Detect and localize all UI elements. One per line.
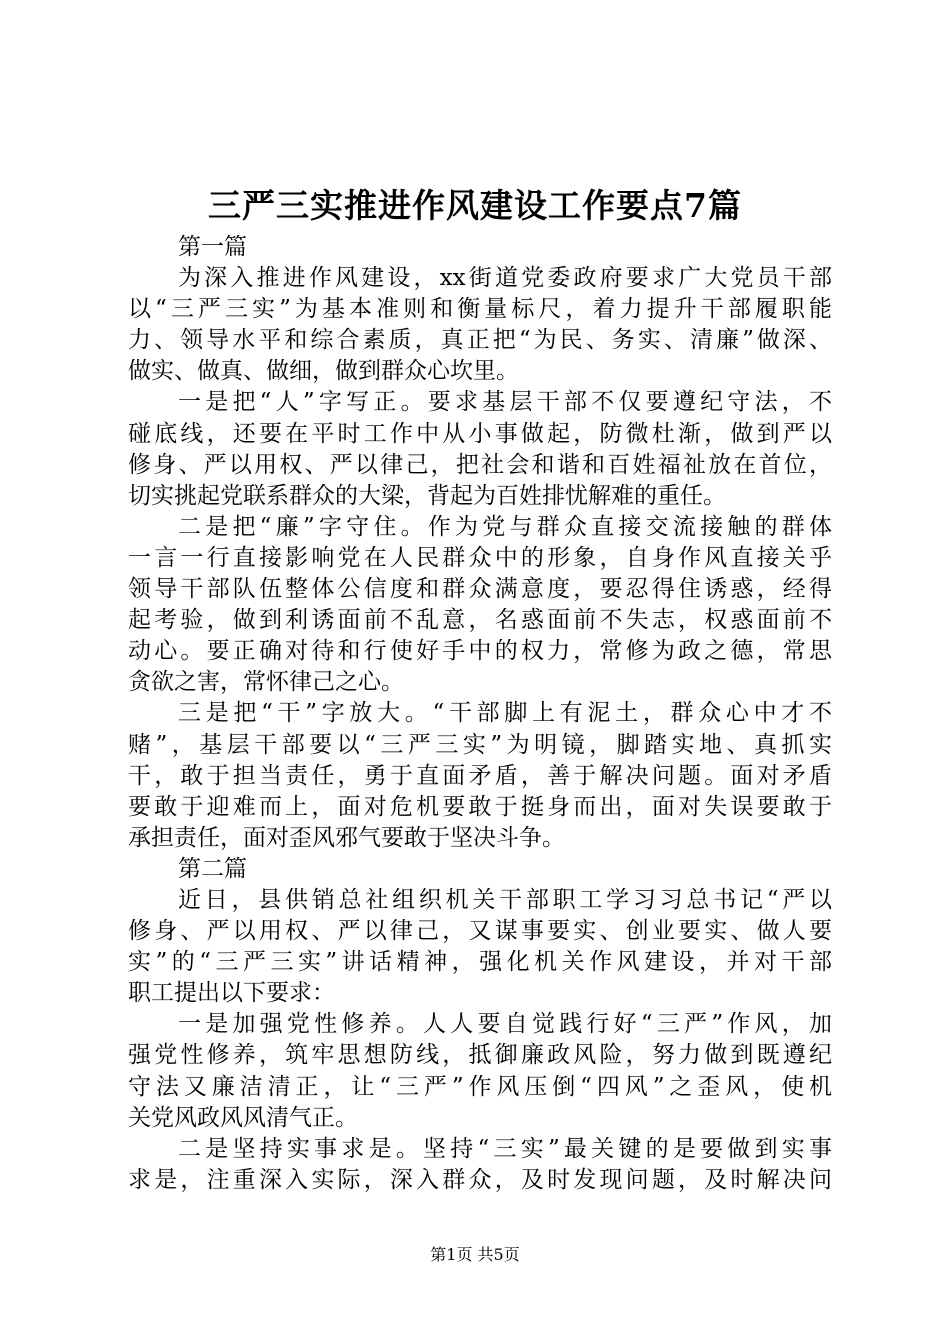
paragraph-line: 近日，县供销总社组织机关干部职工学习习总书记“严以 [178,886,832,913]
paragraph-line: 力、领导水平和综合素质，真正把“为民、务实、清廉”做深、 [128,327,832,354]
page-number-footer: 第1页 共5页 [430,1245,520,1264]
paragraph-line: 修身、严以用权、严以律己，又谋事要实、创业要实、做人要 [128,918,832,945]
paragraph-line: 修身、严以用权、严以律己，把社会和谐和百姓福祉放在首位， [128,451,832,478]
paragraph-line: 承担责任，面对歪风邪气要敢于坚决斗争。 [128,824,565,851]
paragraph-line: 动心。要正确对待和行使好手中的权力，常修为政之德，常思 [128,638,832,665]
paragraph-line: 赌”，基层干部要以“三严三实”为明镜，脚踏实地、真抓实 [128,731,832,758]
paragraph-line: 切实挑起党联系群众的大梁，背起为百姓排忧解难的重任。 [128,482,726,509]
paragraph-line: 为深入推进作风建设，xx街道党委政府要求广大党员干部 [178,265,832,292]
paragraph-line: 碰底线，还要在平时工作中从小事做起，防微杜渐，做到严以 [128,420,832,447]
paragraph-line: 职工提出以下要求： [128,980,335,1007]
paragraph-line: 一是把“人”字写正。要求基层干部不仅要遵纪守法，不 [178,389,832,416]
paragraph-line: 领导干部队伍整体公信度和群众满意度，要忍得住诱惑，经得 [128,576,832,603]
section-heading: 第一篇 [178,234,247,260]
paragraph-line: 贪欲之害，常怀律己之心。 [128,669,404,696]
paragraph-line: 关党风政风风清气正。 [128,1104,358,1131]
paragraph-line: 要敢于迎难而上，面对危机要敢于挺身而出，面对失误要敢于 [128,793,832,820]
section-heading: 第二篇 [178,855,247,882]
paragraph-line: 干，敢于担当责任，勇于直面矛盾，善于解决问题。面对矛盾 [128,762,832,789]
paragraph-line: 实”的“三严三实”讲话精神，强化机关作风建设，并对干部 [128,949,832,976]
paragraph-line: 做实、做真、做细，做到群众心坎里。 [128,358,519,385]
document-body [128,232,832,1196]
paragraph-line: 二是把“廉”字守住。作为党与群众直接交流接触的群体 [178,513,832,540]
document-title: 三严三实推进作风建设工作要点7篇 [208,186,742,225]
paragraph-line: 以“三严三实”为基本准则和衡量标尺，着力提升干部履职能 [128,296,832,323]
paragraph-line: 强党性修养，筑牢思想防线，抵御廉政风险，努力做到既遵纪 [128,1042,832,1069]
paragraph-line: 二是坚持实事求是。坚持“三实”最关键的是要做到实事 [178,1135,832,1162]
paragraph-line: 求是，注重深入实际，深入群众，及时发现问题，及时解决问 [128,1166,832,1193]
paragraph-line: 守法又廉洁清正，让“三严”作风压倒“四风”之歪风，使机 [128,1073,832,1100]
paragraph-line: 一是加强党性修养。人人要自觉践行好“三严”作风，加 [178,1011,832,1038]
paragraph-line: 一言一行直接影响党在人民群众中的形象，自身作风直接关乎 [128,544,832,571]
paragraph-line: 三是把“干”字放大。“干部脚上有泥土，群众心中才不 [178,700,832,727]
paragraph-line: 起考验，做到利诱面前不乱意，名惑面前不失志，权惑面前不 [128,607,832,634]
